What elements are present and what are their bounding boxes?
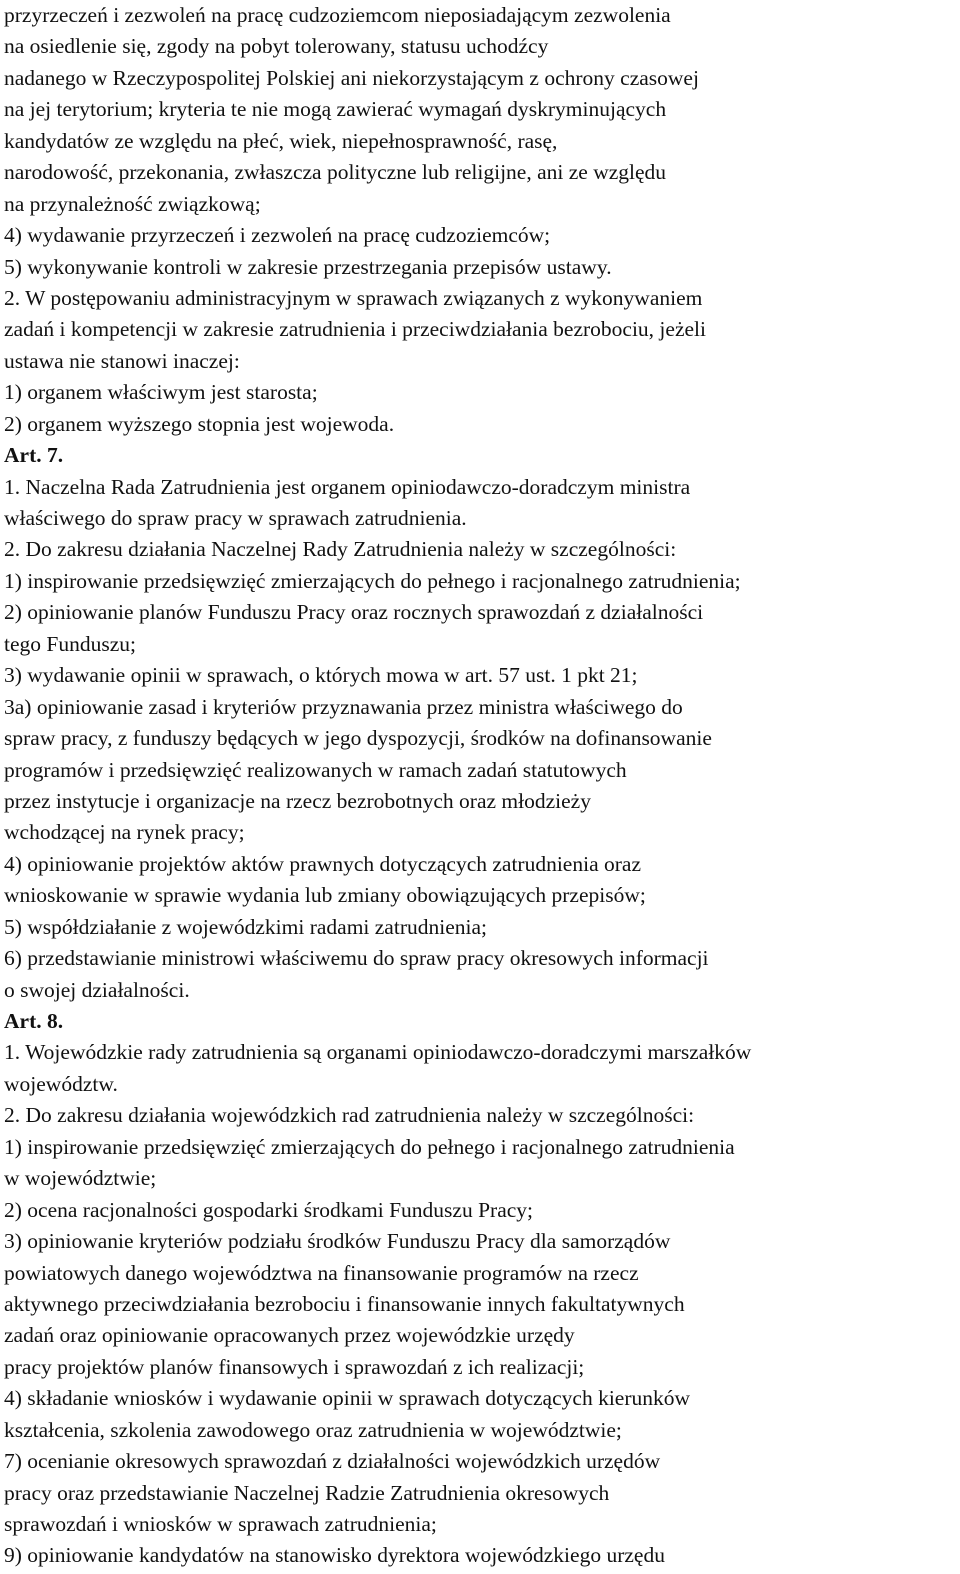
text-line: 1) organem właściwym jest starosta; — [4, 380, 318, 405]
text-line: 2. Do zakresu działania wojewódzkich rad zatrudnienia należy w szczególności: — [4, 1103, 695, 1128]
text-line: pracy projektów planów finansowych i sprawozdań z ich realizacji; — [4, 1354, 585, 1379]
text-line: ustawa nie stanowi inaczej: — [4, 348, 240, 373]
text-line: na osiedlenie się, zgody na pobyt tolerowany, statusu uchodźcy — [4, 34, 549, 59]
text-line: województw. — [4, 1071, 118, 1096]
text-line: 1. Naczelna Rada Zatrudnienia jest organem opiniodawczo-doradczym ministra — [4, 474, 691, 499]
text-line: 7) ocenianie okresowych sprawozdań z działalności wojewódzkich urzędów — [4, 1449, 661, 1474]
text-line: sprawozdań i wniosków w sprawach zatrudnienia; — [4, 1512, 437, 1536]
text-line: kształcenia, szkolenia zawodowego oraz zatrudnienia w województwie; — [4, 1417, 622, 1442]
text-line: kandydatów ze względu na płeć, wiek, niepełnosprawność, rasę, — [4, 128, 558, 153]
text-line: 5) wykonywanie kontroli w zakresie przestrzegania przepisów ustawy. — [4, 254, 612, 279]
text-line: przyrzeczeń i zezwoleń na pracę cudzoziemcom nieposiadającym zezwolenia — [4, 3, 671, 27]
text-line: zadań oraz opiniowanie opracowanych przez wojewódzkie urzędy — [4, 1323, 575, 1348]
text-line: 2. W postępowaniu administracyjnym w sprawach związanych z wykonywaniem — [4, 285, 703, 310]
text-line: 1) inspirowanie przedsięwzięć zmierzających do pełnego i racjonalnego zatrudnienia — [4, 1134, 735, 1159]
text-line: 4) wydawanie przyrzeczeń i zezwoleń na pracę cudzoziemców; — [4, 223, 551, 248]
text-line: 3) opiniowanie kryteriów podziału środków Funduszu Pracy dla samorządów — [4, 1229, 671, 1254]
article-heading: Art. 8. — [4, 1009, 64, 1033]
text-line: pracy oraz przedstawianie Naczelnej Radzie Zatrudnienia okresowych — [4, 1480, 610, 1505]
text-line: nadanego w Rzeczypospolitej Polskiej ani niekorzystającym z ochrony czasowej — [4, 65, 699, 90]
document-page — [4, 0, 958, 1572]
text-line: 6) przedstawianie ministrowi właściwemu do spraw pracy okresowych informacji — [4, 946, 709, 971]
text-line: wchodzącej na rynek pracy; — [4, 820, 245, 845]
text-line: aktywnego przeciwdziałania bezrobociu i finansowanie innych fakultatywnych — [4, 1291, 685, 1316]
text-line: 1. Wojewódzkie rady zatrudnienia są organami opiniodawczo-doradczymi marszałków — [4, 1040, 752, 1065]
text-line: tego Funduszu; — [4, 631, 136, 656]
text-line: 2. Do zakresu działania Naczelnej Rady Zatrudnienia należy w szczególności: — [4, 537, 677, 562]
text-line: 3) wydawanie opinii w sprawach, o których mowa w art. 57 ust. 1 pkt 21; — [4, 663, 638, 688]
text-line: 4) składanie wniosków i wydawanie opinii w sprawach dotyczących kierunków — [4, 1386, 691, 1411]
text-line: programów i przedsięwzięć realizowanych w ramach zadań statutowych — [4, 757, 627, 782]
text-line: na przynależność związkową; — [4, 191, 261, 216]
text-line: 5) współdziałanie z wojewódzkimi radami zatrudnienia; — [4, 914, 487, 939]
text-line: przez instytucje i organizacje na rzecz bezrobotnych oraz młodzieży — [4, 788, 591, 813]
text-line: 2) ocena racjonalności gospodarki środkami Funduszu Pracy; — [4, 1197, 534, 1222]
text-line: 1) inspirowanie przedsięwzięć zmierzających do pełnego i racjonalnego zatrudnienia; — [4, 568, 741, 593]
text-line: o swojej działalności. — [4, 977, 190, 1002]
text-line: 4) opiniowanie projektów aktów prawnych dotyczących zatrudnienia oraz — [4, 851, 641, 876]
text-line: 2) organem wyższego stopnia jest wojewoda. — [4, 411, 395, 436]
text-line: 2) opiniowanie planów Funduszu Pracy oraz rocznych sprawozdań z działalności — [4, 600, 704, 625]
article-heading: Art. 7. — [4, 443, 64, 468]
text-line: 3a) opiniowanie zasad i kryteriów przyznawania przez ministra właściwego do — [4, 694, 683, 719]
text-line: w województwie; — [4, 1166, 157, 1191]
text-line: właściwego do spraw pracy w sprawach zatrudnienia. — [4, 506, 467, 530]
text-line: narodowość, przekonania, zwłaszcza polityczne lub religijne, ani ze względu — [4, 160, 667, 185]
text-line: spraw pracy, z funduszy będących w jego dyspozycji, środków na dofinansowanie — [4, 726, 712, 751]
text-line: powiatowych danego województwa na finansowanie programów na rzecz — [4, 1260, 639, 1285]
text-line: wnioskowanie w sprawie wydania lub zmiany obowiązujących przepisów; — [4, 883, 646, 908]
text-line: 9) opiniowanie kandydatów na stanowisko dyrektora wojewódzkiego urzędu — [4, 1543, 665, 1568]
text-line: zadań i kompetencji w zakresie zatrudnienia i przeciwdziałania bezrobociu, jeżeli — [4, 317, 706, 342]
text-line: na jej terytorium; kryteria te nie mogą zawierać wymagań dyskryminujących — [4, 97, 667, 122]
